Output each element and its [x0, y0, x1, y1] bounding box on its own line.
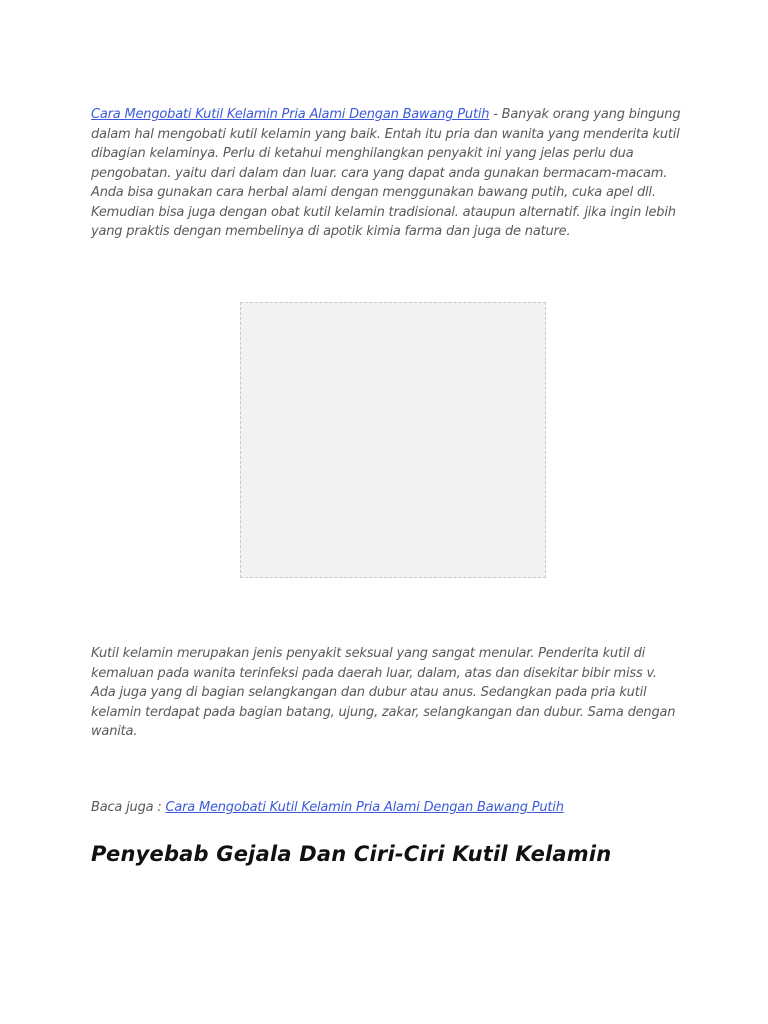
body-paragraph: Kutil kelamin merupakan jenis penyakit seksual yang sangat menular. Penderita kutil di kemaluan pada wanita terinfeksi pada daerah luar, dalam, atas dan disekitar bibir miss v. Ada juga yang di bagian selangkangan dan dubur atau anus. Sedangkan pada pria kutil kelamin terdapat pada bagian batang, ujung, zakar, selangkangan dan dubur. Sama dengan wanita.: [91, 646, 676, 739]
intro-paragraph: [91, 105, 681, 242]
read-also-label: Baca juga :: [91, 800, 166, 815]
read-also-link[interactable]: Cara Mengobati Kutil Kelamin Pria Alami Dengan Bawang Putih: [165, 800, 564, 815]
image-placeholder: [240, 302, 546, 578]
read-also-line: [91, 798, 681, 818]
intro-article-link[interactable]: Cara Mengobati Kutil Kelamin Pria Alami Dengan Bawang Putih: [91, 107, 490, 122]
section-heading: Penyebab Gejala Dan Ciri-Ciri Kutil Kelamin: [91, 842, 612, 867]
intro-paragraph-text: - Banyak orang yang bingung dalam hal mengobati kutil kelamin yang baik. Entah itu pria dan wanita yang menderita kutil dibagian kelaminya. Perlu di ketahui menghilangkan penyakit ini yang jelas perlu dua pengobatan. yaitu dari dalam dan luar. cara yang dapat anda gunakan bermacam-macam. Anda bisa gunakan cara herbal alami dengan menggunakan bawang putih, cuka apel dll. Kemudian bisa juga dengan obat kutil kelamin tradisional. ataupun alternatif. jika ingin lebih yang praktis dengan membelinya di apotik kimia farma dan juga de nature.: [91, 107, 681, 239]
